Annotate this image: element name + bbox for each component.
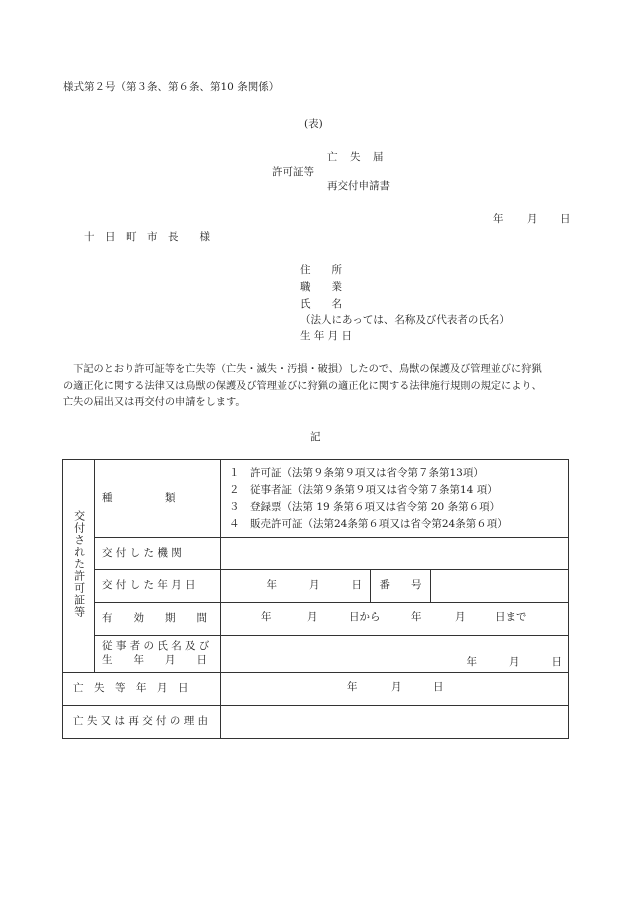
issue-date-value-cell[interactable] bbox=[221, 570, 371, 603]
agency-value-cell[interactable] bbox=[221, 538, 569, 570]
form-reference: 様式第２号（第３条、第６条、第10 条関係） bbox=[63, 81, 280, 93]
worker-birth-year: 年 bbox=[466, 656, 478, 669]
validity-label: 有 効 期 間 bbox=[102, 612, 207, 625]
validity-to-day: 日まで bbox=[495, 611, 527, 623]
issue-year: 年 bbox=[266, 579, 277, 592]
applicant-name-label: 氏 名 bbox=[300, 298, 342, 310]
worker-birth-month: 月 bbox=[509, 656, 520, 669]
worker-label-line-2: 生 年 月 日 bbox=[102, 654, 207, 666]
table-row-worker bbox=[63, 636, 569, 673]
table-row-validity bbox=[63, 603, 569, 636]
date-day: 日 bbox=[560, 213, 571, 225]
loss-date-label: 亡 失 等 年 月 日 bbox=[73, 682, 189, 695]
kind-options-cell[interactable] bbox=[221, 460, 569, 538]
reason-label-cell bbox=[63, 706, 221, 739]
validity-from-day: 日から bbox=[349, 611, 381, 623]
body-text-line-3: 亡失の届出又は再交付の申請をします。 bbox=[63, 397, 246, 408]
title-prefix: 許可証等 bbox=[272, 166, 314, 178]
applicant-occupation-label: 職 業 bbox=[300, 281, 342, 293]
kind-option-sales-permit[interactable]: ４ 販売許可証（法第24条第６項又は省令第24条第６項） bbox=[229, 517, 508, 530]
loss-month: 月 bbox=[391, 681, 402, 693]
loss-day: 日 bbox=[433, 681, 444, 693]
number-value-cell[interactable] bbox=[431, 570, 569, 603]
applicant-address-label: 住 所 bbox=[300, 264, 342, 276]
number-label: 番 号 bbox=[379, 579, 422, 592]
kind-option-registration[interactable]: ３ 登録票（法第 19 条第６項又は省令第 20 条第６項） bbox=[229, 500, 501, 513]
table-row-issue-date bbox=[63, 570, 569, 603]
loss-date-label-cell bbox=[63, 673, 221, 706]
number-label-cell bbox=[371, 570, 431, 603]
validity-from-month: 月 bbox=[307, 611, 318, 623]
agency-label-cell bbox=[95, 538, 221, 570]
ki-heading: 記 bbox=[310, 431, 321, 443]
validity-to-year: 年 bbox=[411, 611, 422, 623]
permit-table bbox=[62, 459, 569, 739]
validity-from-year: 年 bbox=[261, 611, 272, 623]
body-text-line-1: 下記のとおり許可証等を亡失等（亡失・滅失・汚損・破損）したので、鳥獣の保護及び管理並びに狩猟 bbox=[63, 364, 542, 375]
reason-value-cell[interactable] bbox=[221, 706, 569, 739]
reason-label: 亡 失 又 は 再 交 付 の 理 由 bbox=[73, 715, 209, 728]
group-label-cell bbox=[63, 460, 95, 673]
loss-date-value-cell[interactable] bbox=[221, 673, 569, 706]
kind-option-permit[interactable]: １ 許可証（法第９条第９項又は省令第７条第13項） bbox=[229, 466, 484, 479]
table-row-agency bbox=[63, 538, 569, 570]
kind-label: 種 類 bbox=[102, 491, 176, 504]
worker-label-cell bbox=[95, 636, 221, 673]
addressee: 十 日 町 市 長 様 bbox=[84, 231, 210, 243]
loss-year: 年 bbox=[347, 681, 358, 693]
agency-label: 交 付 し た 機 関 bbox=[102, 546, 182, 559]
date-month: 月 bbox=[527, 213, 538, 225]
kind-option-worker-cert[interactable]: ２ 従事者証（法第９条第９項又は省令第７条第14 項） bbox=[229, 483, 498, 496]
kind-label-cell bbox=[95, 460, 221, 538]
issue-day: 日 bbox=[351, 579, 362, 592]
validity-to-month: 月 bbox=[455, 611, 466, 623]
date-year: 年 bbox=[493, 213, 504, 225]
title-reissue-application: 再交付申請書 bbox=[327, 180, 390, 192]
table-row-kind bbox=[63, 460, 569, 538]
issue-date-label: 交 付 し た 年 月 日 bbox=[102, 579, 196, 592]
applicant-birthdate-label: 生 年 月 日 bbox=[300, 330, 353, 342]
worker-birth-day: 日 bbox=[551, 656, 563, 669]
validity-label-cell bbox=[95, 603, 221, 636]
worker-value-cell[interactable] bbox=[221, 636, 569, 673]
group-label: 交付された許可証等 bbox=[72, 509, 86, 618]
front-side-label: (表) bbox=[304, 118, 323, 130]
issue-date-label-cell bbox=[95, 570, 221, 603]
table-row-loss-date bbox=[63, 673, 569, 706]
table-row-reason bbox=[63, 706, 569, 739]
body-text-line-2: の適正化に関する法律又は鳥獣の保護及び管理並びに狩猟の適正化に関する法律施行規則の規定により、 bbox=[63, 381, 542, 392]
validity-value-cell[interactable] bbox=[221, 603, 569, 636]
applicant-corporate-note: （法人にあっては、名称及び代表者の氏名） bbox=[300, 314, 510, 326]
issue-month: 月 bbox=[309, 579, 320, 592]
title-loss-report: 亡 失 届 bbox=[327, 151, 385, 163]
worker-label-line-1: 従 事 者 の 氏 名 及 び bbox=[102, 640, 210, 653]
